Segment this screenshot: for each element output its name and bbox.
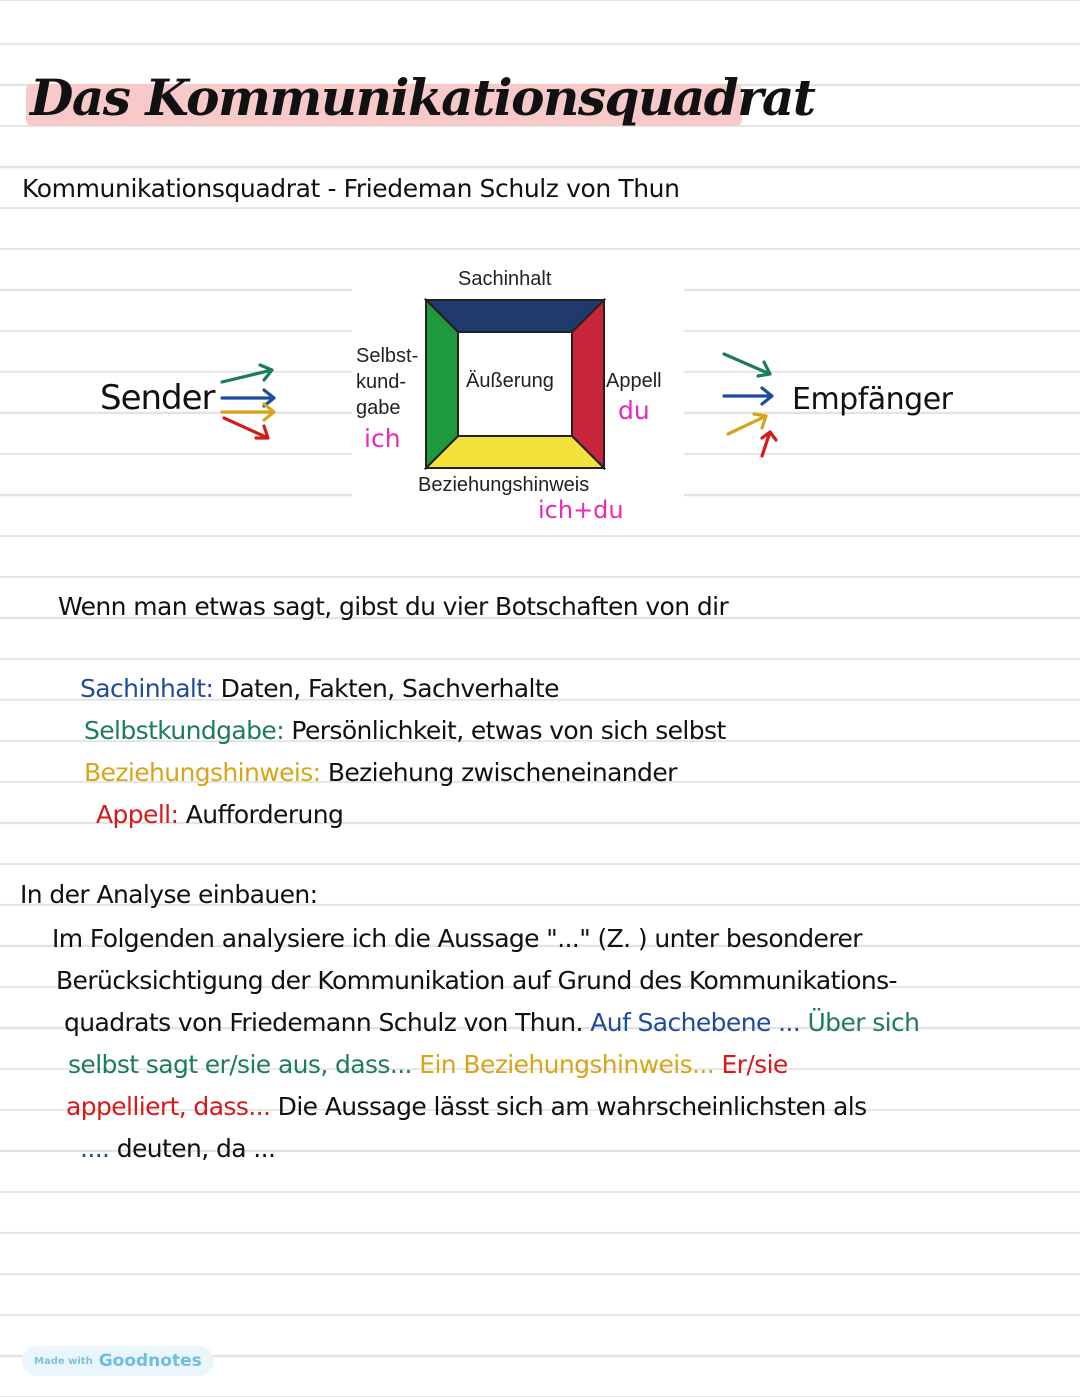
analysis-line-2: Berücksichtigung der Kommunikation auf Grund des Kommunikations- — [56, 966, 897, 995]
definition-sachinhalt — [80, 674, 559, 703]
analysis-sachebene: Auf Sachebene ... — [590, 1008, 801, 1037]
selbstkundgabe-label — [356, 343, 418, 421]
analysis-line-4 — [68, 1050, 788, 1079]
analysis-text: deuten, da ... — [116, 1134, 276, 1163]
sender-arrows-icon — [216, 362, 286, 444]
analysis-text: quadrats von Friedemann Schulz von Thun. — [64, 1008, 583, 1037]
analysis-selbst-cont: selbst sagt er/sie aus, dass... — [68, 1050, 412, 1079]
definition-appell — [96, 800, 343, 829]
definition-term: Selbstkundgabe: — [84, 716, 285, 745]
ich-note: ich — [364, 424, 401, 453]
analysis-appell-cont: appelliert, dass... — [66, 1092, 271, 1121]
du-note: du — [618, 396, 650, 425]
beziehungshinweis-label: Beziehungshinweis — [418, 474, 590, 496]
selbstkundgabe-line-3: gabe — [356, 397, 401, 419]
analysis-line-3 — [64, 1008, 919, 1037]
definition-text: Persönlichkeit, etwas von sich selbst — [291, 716, 726, 745]
sachinhalt-label: Sachinhalt — [458, 268, 552, 290]
receiver-label: Empfänger — [792, 382, 953, 417]
subtitle: Kommunikationsquadrat - Friedeman Schulz von Thun — [22, 174, 680, 203]
sender-label: Sender — [100, 378, 215, 418]
definition-text: Daten, Fakten, Sachverhalte — [220, 674, 559, 703]
selbstkundgabe-line-2: kund- — [356, 371, 407, 393]
receiver-arrows-icon — [718, 348, 784, 460]
analysis-dots: .... — [80, 1134, 110, 1163]
definition-beziehungshinweis — [84, 758, 677, 787]
aeusserung-label: Äußerung — [466, 370, 554, 392]
made-with-text: Made with — [34, 1355, 93, 1367]
page-title: Das Kommunikationsquadrat — [30, 68, 815, 127]
goodnotes-logo: Goodnotes — [98, 1351, 202, 1371]
analysis-appell: Er/sie — [721, 1050, 788, 1079]
intro-text: Wenn man etwas sagt, gibst du vier Botschaften von dir — [58, 592, 729, 621]
selbstkundgabe-line-1: Selbst- — [356, 345, 419, 367]
analysis-line-1: Im Folgenden analysiere ich die Aussage "..." (Z. ) unter besonderer — [52, 924, 862, 953]
ich-du-note: ich+du — [538, 496, 624, 524]
analysis-heading: In der Analyse einbauen: — [20, 880, 318, 909]
definition-term: Sachinhalt: — [80, 674, 214, 703]
analysis-beziehung: Ein Beziehungshinweis... — [419, 1050, 715, 1079]
definition-selbstkundgabe — [84, 716, 726, 745]
analysis-line-6 — [80, 1134, 275, 1163]
definition-text: Beziehung zwischeneinander — [327, 758, 677, 787]
appell-label: Appell — [606, 370, 662, 392]
analysis-line-5 — [66, 1092, 867, 1121]
definition-term: Appell: — [96, 800, 179, 829]
definition-term: Beziehungshinweis: — [84, 758, 321, 787]
analysis-text: Die Aussage lässt sich am wahrscheinlichsten als — [277, 1092, 867, 1121]
analysis-selbst: Über sich — [807, 1008, 920, 1037]
goodnotes-badge — [22, 1346, 214, 1376]
definition-text: Aufforderung — [185, 800, 344, 829]
